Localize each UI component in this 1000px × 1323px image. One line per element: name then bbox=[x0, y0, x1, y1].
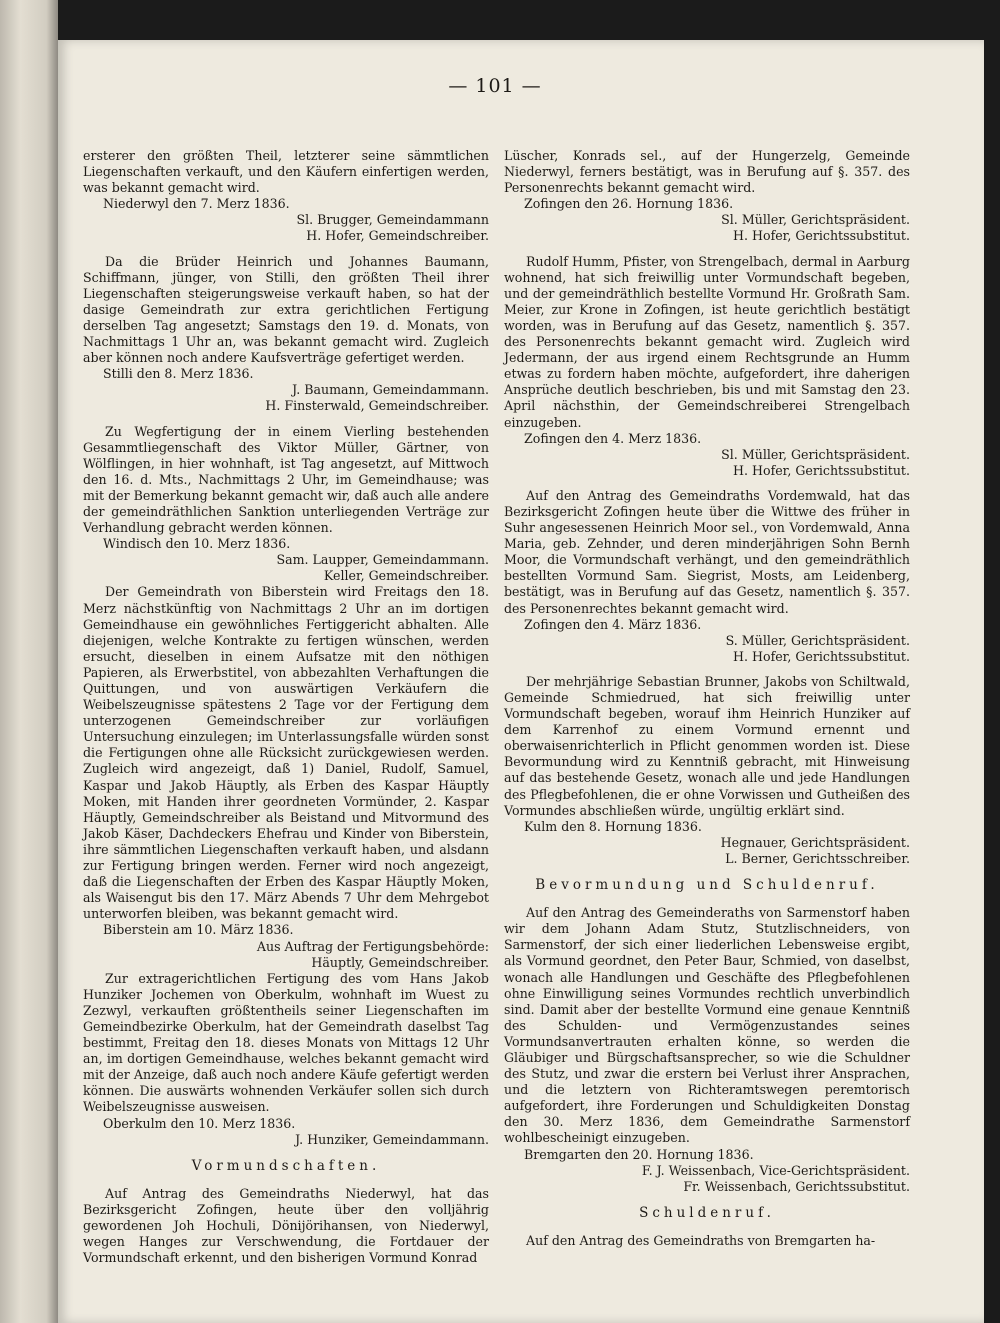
notice-text: Auf den Antrag des Gemeindraths von Bremgarten ha- bbox=[526, 1232, 876, 1248]
notice-signature: H. Finsterwald, Gemeindschreiber. bbox=[265, 398, 489, 414]
notice-text: Auf den Antrag des Gemeindraths Vordemwald, hat das Bezirksgericht Zofingen heute über die Wittwe des früher in Suhr angesessenen Heinrich Moor sel., von Vordemwald, Anna Maria, geb. Zehnder, und deren minderjährigen Sohn Bernh Moor, die Vormundschaft verhängt, und den gemeindräthlich bestellten Vormund Sam. Siegrist, Mosts, am Leidenberg, bestätigt, was in Berufung auf das Gesetz, namentlich §. 357. des Personenrechtes bekannt gemacht wird. bbox=[504, 487, 910, 616]
notice-place-date: Stilli den 8. Merz 1836. bbox=[103, 366, 254, 382]
notice-place-date: Zofingen den 4. März 1836. bbox=[524, 616, 702, 632]
left-column bbox=[83, 148, 489, 1266]
right-column bbox=[504, 148, 910, 1249]
page-number: — 101 — bbox=[448, 75, 542, 97]
notice-place-date: Kulm den 8. Hornung 1836. bbox=[524, 818, 702, 834]
notice-signature: S. Müller, Gerichtspräsident. bbox=[725, 632, 910, 648]
notice-place-date: Biberstein am 10. März 1836. bbox=[103, 922, 294, 938]
notice-text: Lüscher, Konrads sel., auf der Hungerzelg, Gemeinde Niederwyl, ferners bestätigt, was in Berufung auf §. 357. des Personenrechts bekannt gemacht wird. bbox=[504, 148, 910, 196]
notice-text: Auf Antrag des Gemeindraths Niederwyl, hat das Bezirksgericht Zofingen, heute über den volljährig gewordenen Joh Hochuli, Dönijörihansen, von Niederwyl, wegen Hanges zur Verschwendung, die Fortdauer der Vormundschaft erkennt, und den bisherigen Vormund Konrad bbox=[83, 1185, 489, 1266]
notice-place-date: Zofingen den 4. Merz 1836. bbox=[524, 430, 702, 446]
notice-signature: H. Hofer, Gerichtssubstitut. bbox=[733, 462, 910, 478]
notice-signature: H. Hofer, Gerichtssubstitut. bbox=[733, 648, 910, 664]
notice-signature: Häuptly, Gemeindschreiber. bbox=[311, 954, 489, 970]
notice-text: ersterer den größten Theil, letzterer seine sämmtlichen Liegenschaften verkauft, und den Käufern einfertigen werden, was bekannt gemacht wird. bbox=[83, 148, 489, 196]
notice-signature: F. J. Weissenbach, Vice-Gerichtspräsident. bbox=[641, 1162, 910, 1178]
notice-text: Zur extragerichtlichen Fertigung des vom Hans Jakob Hunziker Jochemen von Oberkulm, wohnhaft im Wuest zu Zezwyl, verkauften größtentheils seiner Liegenschaften im Gemeindbezirke Oberkulm, hat der Gemeindrath daselbst Tag bestimmt, Freitag den 18. dieses Monats von Mittags 12 Uhr an, im dortigen Gemeindhause, welches bekannt gemacht wird mit der Anzeige, daß auch noch andere Käufe gefertigt werden können. Die auswärts wohnenden Verkäufer sollen sich durch Weibelszeugnisse ausweisen. bbox=[83, 970, 489, 1115]
section-heading: Bevormundung und Schuldenruf. bbox=[535, 877, 879, 894]
notice-text: Zu Wegfertigung der in einem Vierling bestehenden Gesammtliegenschaft des Viktor Müller, Gärtner, von Wölflingen, in hier wohnhaft, ist Tag angesetzt, auf Mittwoch den 16. d. Mts., Nachmittags 2 Uhr, im Gemeindhause; was mit der Bemerkung bekannt gemacht wir, daß auch alle andere der gemeindräthlichen Sanktion unterliegenden Verträge zur Verhandlung gebracht werden können. bbox=[83, 423, 489, 536]
section-heading: Schuldenruf. bbox=[639, 1204, 775, 1221]
notice-signature: J. Hunziker, Gemeindammann. bbox=[295, 1131, 489, 1147]
notice-text: Auf den Antrag des Gemeinderaths von Sarmenstorf haben wir dem Johann Adam Stutz, Stutzlischneiders, von Sarmenstorf, der sich einer liederlichen Lebensweise ergibt, als Vormund geordnet, den Peter Baur, Schmied, von daselbst, wonach alle Handlungen und Geschäfte des Pflegbefohlenen ohne Einwilligung seines Vormundes rechtlich unverbindlich sind. Damit aber der bestellte Vormund eine genaue Kenntniß des Schulden- und Vermögenzustandes seines Vormundsanvertrauten erhalten könne, so werden die Gläubiger und Bürgschaftsansprecher, so wie die Schuldner des Stutz, und zwar die erstern bei Verlust ihrer Ansprachen, und die letztern von Richteramtswegen peremtorisch aufgefordert, ihre Forderungen und Schuldigkeiten Donstag den 30. Merz 1836, dem Gemeindrathe Sarmenstorf wohlbescheinigt einzugeben. bbox=[504, 905, 910, 1146]
notice-signature: Aus Auftrag der Fertigungsbehörde: bbox=[256, 938, 489, 954]
notice-text: Der Gemeindrath von Biberstein wird Freitags den 18. Merz nächstkünftig von Nachmittags 2 Uhr an im dortigen Gemeindhause ein gewöhnliches Fertiggericht abhalten. Alle diejenigen, welche Kontrakte zu fertigen wünschen, werden ersucht, dieselben in einem Aufsatze mit den nöthigen Papieren, als Erwerbstitel, von abbezahlten Verhaftungen die Quittungen, und von auswärtigen Verkäufern die Weibelszeugnisse spätestens 2 Tage vor der Fertigung dem unterzogenen Gemeindschreiber zur vorläufigen Untersuchung einzulegen; im Unterlassungsfalle würden sonst die Fertigungen ohne alle Rücksicht zurückgewiesen werden. Zugleich wird angezeigt, daß 1) Daniel, Rudolf, Samuel, Kaspar und Jakob Häuptly, als Erben des Kaspar Häuptly Moken, mit Handen ihrer geordneten Vormünder, 2. Kaspar Häuptly, Gemeindschreiber als Beistand und Mitvormund des Jakob Käser, Dachdeckers Ehefrau und Kinder von Biberstein, ihre sämmtlichen Liegenschaften verkauft haben, und alsdann zur Fertigung bringen werden. Ferner wird noch angezeigt, daß die Liegenschaften der Erben des Kaspar Häuptly Moken, als Waisengut bis den 17. März Abends 7 Uhr dem Mehrgebot unterworfen bleiben, was bekannt gemacht wird. bbox=[83, 584, 489, 922]
notice-signature: Sl. Brugger, Gemeindammann bbox=[296, 212, 489, 228]
section-heading: Vormundschaften. bbox=[191, 1157, 381, 1174]
notice-text: Der mehrjährige Sebastian Brunner, Jakobs von Schiltwald, Gemeinde Schmiedrued, hat sich freiwillig unter Vormundschaft begeben, worauf ihm Heinrich Hunziker auf dem Karrenhof zu einem Vormund ernennt und oberwaisenrichterlich in Pflicht genommen worden ist. Diese Bevormundung wird zu Kenntniß gebracht, mit Hinweisung auf das bestehende Gesetz, wonach alle und jede Handlungen des Pflegbefohlenen, die er ohne Vorwissen und Gutheißen des Vormundes abschließen würde, ungültig erklärt sind. bbox=[504, 673, 910, 818]
notice-signature: Sl. Müller, Gerichtspräsident. bbox=[721, 446, 910, 462]
notice-signature: Sam. Laupper, Gemeindammann. bbox=[276, 552, 489, 568]
notice-signature: H. Hofer, Gemeindschreiber. bbox=[306, 228, 489, 244]
notice-place-date: Oberkulm den 10. Merz 1836. bbox=[103, 1115, 296, 1131]
notice-signature: J. Baumann, Gemeindammann. bbox=[292, 382, 489, 398]
facing-page-edge bbox=[0, 0, 58, 1323]
notice-place-date: Bremgarten den 20. Hornung 1836. bbox=[524, 1146, 754, 1162]
notice-signature: Sl. Müller, Gerichtspräsident. bbox=[721, 212, 910, 228]
notice-signature: Fr. Weissenbach, Gerichtssubstitut. bbox=[683, 1178, 910, 1194]
notice-signature: Hegnauer, Gerichtspräsident. bbox=[720, 834, 910, 850]
notice-text: Da die Brüder Heinrich und Johannes Baumann, Schiffmann, jünger, von Stilli, den größten Theil ihrer Liegenschaften steigerungsweise verkauft haben, so hat der dasige Gemeindrath zur extra gerichtlichen Fertigung derselben Tag angesetzt; Samstags den 19. d. Monats, von Nachmittags 1 Uhr an, was bekannt gemacht wird. Zugleich aber können noch andere Kaufsverträge gefertiget werden. bbox=[83, 253, 489, 366]
notice-text: Rudolf Humm, Pfister, von Strengelbach, dermal in Aarburg wohnend, hat sich freiwillig unter Vormundschaft begeben, und der gemeindräthlich bestellte Vormund Hr. Großrath Sam. Meier, zur Krone in Zofingen, ist heute gerichtlich bestätigt worden, was in Berufung auf das Gesetz, namentlich §. 357. des Personenrechts bekannt gemacht wird. Zugleich wird Jedermann, der aus irgend einem Rechtsgrunde an Humm etwas zu fordern haben möchte, aufgefordert, ihre daherigen Ansprüche deutlich beschrieben, bis und mit Samstag den 23. April nächsthin, der Gemeindschreiberei Strengelbach einzugeben. bbox=[504, 253, 910, 430]
notice-signature: Keller, Gemeindschreiber. bbox=[323, 568, 489, 584]
notice-signature: H. Hofer, Gerichtssubstitut. bbox=[733, 228, 910, 244]
notice-place-date: Niederwyl den 7. Merz 1836. bbox=[103, 196, 290, 212]
notice-place-date: Windisch den 10. Merz 1836. bbox=[103, 536, 291, 552]
notice-signature: L. Berner, Gerichtsschreiber. bbox=[725, 850, 910, 866]
notice-place-date: Zofingen den 26. Hornung 1836. bbox=[524, 196, 734, 212]
